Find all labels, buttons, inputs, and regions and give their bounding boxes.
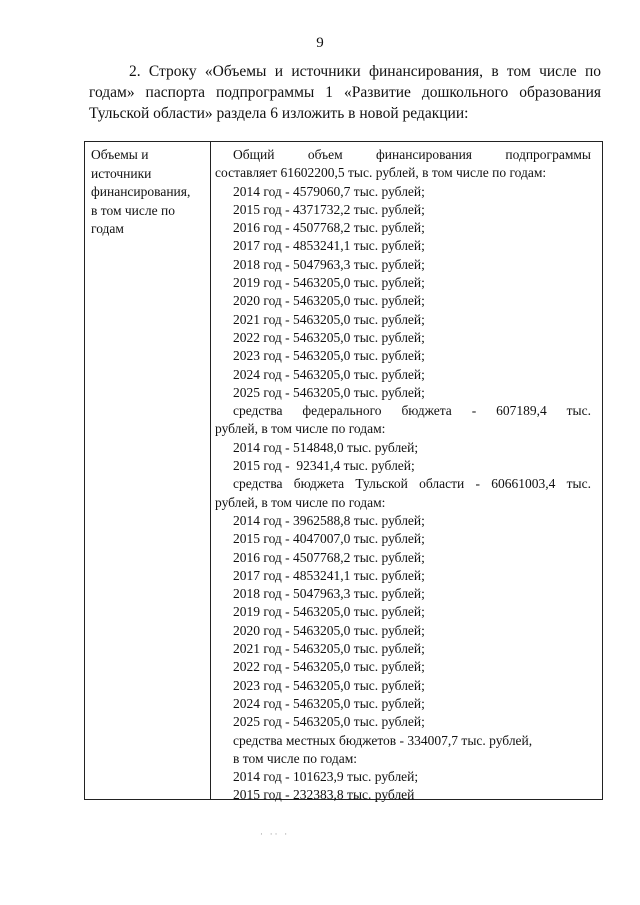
table-label-cell <box>91 146 209 239</box>
regional-year-row: 2019 год - 5463205,0 тыс. рублей; <box>233 604 425 620</box>
local-year-row: 2014 год - 101623,9 тыс. рублей; <box>233 769 419 785</box>
label-line: источники <box>91 165 152 181</box>
regional-year-row: 2020 год - 5463205,0 тыс. рублей; <box>233 622 425 638</box>
financing-table <box>84 141 603 803</box>
regional-year-row: 2022 год - 5463205,0 тыс. рублей; <box>233 659 425 675</box>
total-year-row: 2018 год - 5047963,3 тыс. рублей; <box>233 256 425 272</box>
federal-year-row: 2015 год - 92341,4 тыс. рублей; <box>233 458 415 474</box>
regional-year-row: 2017 год - 4853241,1 тыс. рублей; <box>233 567 425 583</box>
regional-year-row: 2014 год - 3962588,8 тыс. рублей; <box>233 512 425 528</box>
total-year-row: 2015 год - 4371732,2 тыс. рублей; <box>233 201 425 217</box>
regional-year-row: 2016 год - 4507768,2 тыс. рублей; <box>233 549 425 565</box>
column-divider <box>210 142 211 799</box>
regional-year-row: 2015 год - 4047007,0 тыс. рублей; <box>233 531 425 547</box>
label-line: финансирования, <box>91 184 191 199</box>
regional-heading-line: рублей, в том числе по годам: <box>215 494 386 510</box>
total-year-row: 2021 год - 5463205,0 тыс. рублей; <box>233 311 425 327</box>
total-year-row: 2016 год - 4507768,2 тыс. рублей; <box>233 220 425 236</box>
local-heading-line: в том числе по годам: <box>233 750 358 766</box>
table-content-cell <box>215 146 591 805</box>
total-year-row: 2024 год - 5463205,0 тыс. рублей; <box>233 366 425 382</box>
regional-year-row: 2023 год - 5463205,0 тыс. рублей; <box>233 677 425 693</box>
total-year-row: 2020 год - 5463205,0 тыс. рублей; <box>233 293 425 309</box>
regional-year-row: 2024 год - 5463205,0 тыс. рублей; <box>233 695 425 711</box>
federal-heading-line: средства федерального бюджета - 607189,4 тыс. <box>233 403 591 419</box>
regional-heading-line: средства бюджета Тульской области - 60661003,4 тыс. <box>233 476 591 492</box>
total-year-row: 2022 год - 5463205,0 тыс. рублей; <box>233 329 425 345</box>
label-line: годам <box>91 221 124 236</box>
regional-year-row: 2021 год - 5463205,0 тыс. рублей; <box>233 641 425 657</box>
regional-year-row: 2025 год - 5463205,0 тыс. рублей; <box>233 714 425 730</box>
total-year-row: 2023 год - 5463205,0 тыс. рублей; <box>233 348 425 364</box>
local-year-row: 2015 год - 232383,8 тыс. рублей <box>233 787 415 803</box>
federal-heading-line: рублей, в том числе по годам: <box>215 421 386 437</box>
total-year-row: 2014 год - 4579060,7 тыс. рублей; <box>233 183 425 199</box>
intro-paragraph: 2. Строку «Объемы и источники финансирования, в том числе по годам» паспорта подпрограммы 1 «Развитие дошкольного образования Тульской области» раздела 6 изложить в новой редакции: <box>89 63 601 122</box>
total-heading-line: составляет 61602200,5 тыс. рублей, в том числе по годам: <box>215 165 547 181</box>
local-heading-line: средства местных бюджетов - 334007,7 тыс. рублей, <box>233 732 533 748</box>
federal-year-row: 2014 год - 514848,0 тыс. рублей; <box>233 439 419 455</box>
label-line: в том числе по <box>91 202 175 218</box>
label-line: Объемы и <box>91 147 149 162</box>
total-heading-line: Общий объем финансирования подпрограммы <box>233 147 591 162</box>
total-year-row: 2017 год - 4853241,1 тыс. рублей; <box>233 238 425 254</box>
scan-noise-mark: · ·· · <box>260 830 290 840</box>
total-year-row: 2019 год - 5463205,0 тыс. рублей; <box>233 275 425 291</box>
page-number: 9 <box>316 35 324 51</box>
total-year-row: 2025 год - 5463205,0 тыс. рублей; <box>233 384 425 400</box>
regional-year-row: 2018 год - 5047963,3 тыс. рублей; <box>233 586 425 602</box>
